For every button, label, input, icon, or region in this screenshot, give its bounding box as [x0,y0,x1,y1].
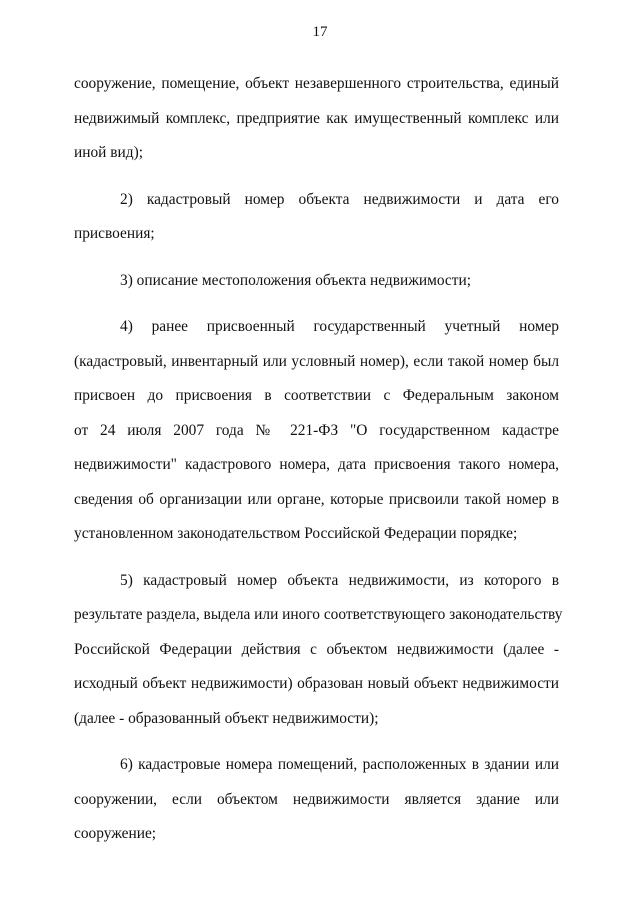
text-line: недвижимый комплекс, предприятие как имущественный комплекс или [74,109,559,127]
text-line: сооружение, помещение, объект незавершенного строительства, единый [74,75,559,92]
document-body [74,67,563,852]
page-number: 17 [312,24,328,40]
text-line: сведения об организации или органе, которые присвоили такой номер в [74,490,559,508]
text-line: установленном законодательством Российской Федерации порядке; [74,525,518,542]
paragraph-item-6 [74,748,559,852]
text-line: 4) ранее присвоенный государственный учетный номер [120,318,559,335]
text-line: присвоения; [74,225,155,242]
text-line: 5) кадастровый номер объекта недвижимости, из которого в [120,571,559,589]
text-line: 6) кадастровые номера помещений, расположенных в здании или [120,756,559,773]
text-line: (кадастровый, инвентарный или условный номер), если такой номер был [74,352,559,370]
text-line: Российской Федерации действия с объектом недвижимости (далее - [74,640,559,658]
paragraph-1-continuation [74,67,559,171]
text-line: (далее - образованный объект недвижимости); [74,709,379,727]
text-line: присвоен до присвоения в соответствии с Федеральным законом [74,387,559,404]
paragraph-item-3 [74,264,559,299]
text-line: 2) кадастровый номер объекта недвижимости и дата его [120,190,559,208]
paragraph-item-4 [74,310,559,552]
text-line: сооружении, если объектом недвижимости является здание или [74,790,559,808]
paragraph-item-2 [74,183,559,252]
text-line: 3) описание местоположения объекта недвижимости; [120,271,471,289]
text-line: недвижимости" кадастрового номера, дата присвоения такого номера, [74,456,559,473]
text-line: от 24 июля 2007 года № 221-ФЗ "О государственном кадастре [74,421,559,439]
text-line: иной вид); [74,144,143,161]
text-line: исходный объект недвижимости) образован новый объект недвижимости [74,675,559,692]
paragraph-item-5 [74,564,563,737]
text-line: сооружение; [74,825,157,842]
text-line: результате раздела, выдела или иного соответствующего законодательству [74,606,563,623]
